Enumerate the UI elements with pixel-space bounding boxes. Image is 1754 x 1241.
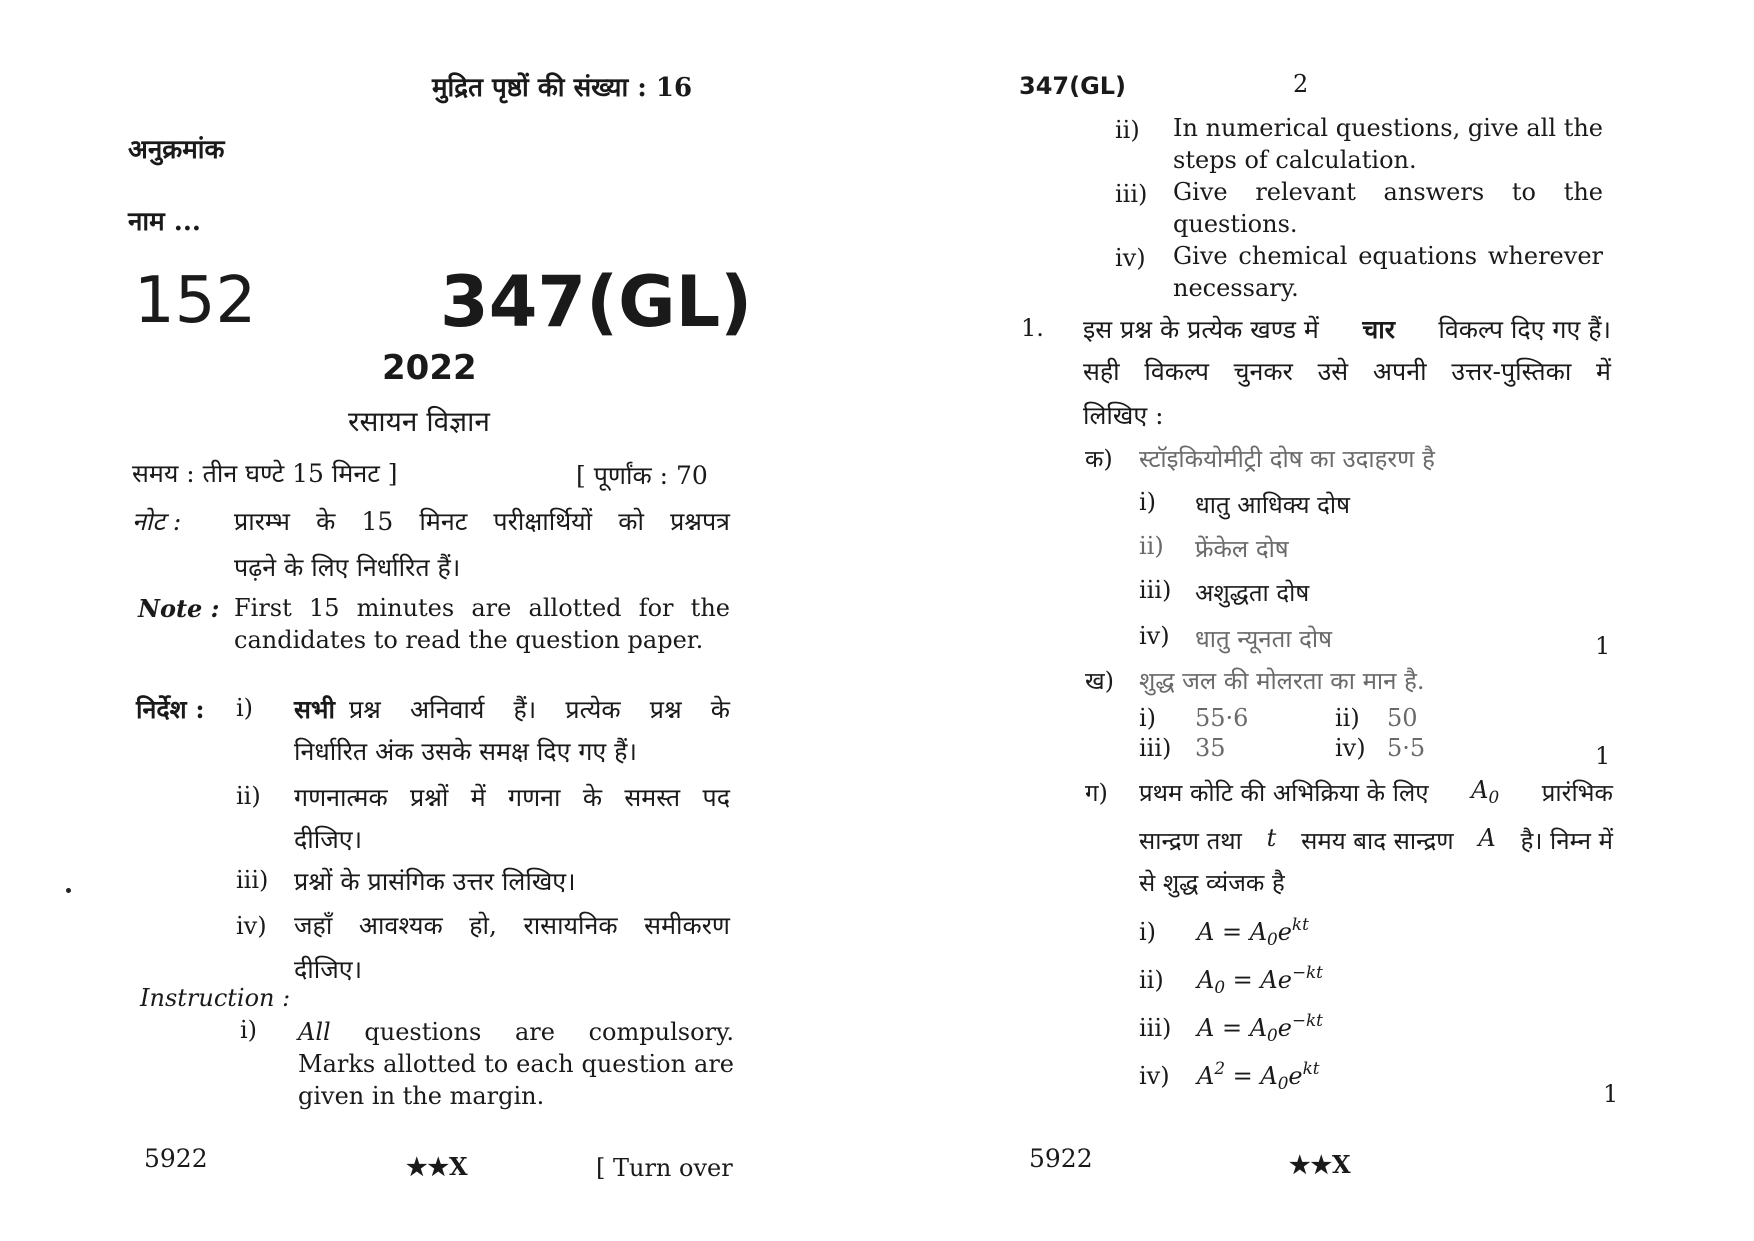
subject-title: रसायन विज्ञान	[348, 405, 490, 438]
left-page: मुद्रित पृष्ठों की संख्या : 16 अनुक्रमांक नाम ... 152 347(GL) 2022 रसायन विज्ञान समय : तीन घण्टे 15 मिनट ] [ पूर्णांक : 70 नोट : प्रारम्भ के 15 मिनट परीक्षार्थियों को प्रश्नपत्र पढ़ने के लिए निर्धारित हैं। Note : First 15 minutes are allotted for the candidates to read the question paper. निर्देश : i) सभी प्रश्न अनिवार्य हैं। प्रत्येक प्रश्न के निर्धारित अंक उसके समक्ष दिए गए हैं। ii) गणनात्मक प्रश्नों में गणना के समस्त पद दीजिए। iii) प्रश्नों के प्रासंगिक उत्तर लिखिए। iv) जहाँ आवश्यक हो, रासायनिक समीकरण दीजिए। Instruction : i) All questions are compulsory. Marks allotted to each question are given in the margin. 5922 ★★X [ Turn over	[0, 0, 877, 1241]
footer-code: 5922	[1029, 1144, 1093, 1173]
question-number: 1.	[1021, 314, 1044, 342]
speck-mark	[66, 888, 71, 893]
equation-option-4: $A^2 = A_0e^{kt}$	[1197, 1058, 1320, 1094]
part-ga-marks: 1	[1603, 1080, 1619, 1108]
part-kha-question: शुद्ध जल की मोलरता का मान है.	[1139, 667, 1425, 695]
hindi-note-label: नोट :	[132, 507, 182, 536]
exam-time: समय : तीन घण्टे 15 मिनट ]	[132, 459, 398, 488]
instruction-text: All questions are compulsory. Marks allotted to each question are given in the margin.	[298, 1018, 734, 1110]
part-ka-marks: 1	[1595, 632, 1611, 660]
turn-over: [ Turn over	[596, 1154, 733, 1182]
question-stem-line1: इस प्रश्न के प्रत्येक खण्ड में चार विकल्प दिए गए हैं।	[1083, 315, 1611, 344]
roll-number-label: अनुक्रमांक	[128, 135, 225, 165]
part-ga-line2: सान्द्रण तथा t समय बाद सान्द्रण A है। निम्न में	[1139, 824, 1613, 855]
page-number: 2	[1293, 70, 1309, 98]
footer-stars: ★★X	[1289, 1150, 1351, 1179]
right-page: 347(GL) 2 ii) In numerical questions, give all the steps of calculation. iii) Give relevant answers to the questions. iv) Give chemical equations wherever necessary. 1. इस प्रश्न के प्रत्येक खण्ड में चार विकल्प दिए गए हैं। सही विकल्प चुनकर उसे अपनी उत्तर-पुस्तिका में लिखिए : क) स्टॉइकियोमीट्री दोष का उदाहरण है i) धातु आधिक्य दोष ii) फ्रेंकेल दोष iii) अशुद्धता दोष iv) धातु न्यूनता दोष 1 ख) शुद्ध जल की मोलरता का मान है. i) 55·6 ii) 50 iii) 35 iv) 5·5 1 ग) प्रथम कोटि की अभिक्रिया के लिए $A_0$ प्रारंभिक सान्द्रण तथा t समय बाद सान्द्रण A है। निम्न में से शुद्ध व्यंजक है i) $A = A_0e^{kt}$ ii) $A_0 = Ae^{-kt}$ iii) $A = A_0e^{-kt}$ iv) $A^2 = A_0e^{kt}$ 1 5922 ★★X	[1019, 70, 1619, 1179]
part-ga-label: ग)	[1085, 779, 1108, 807]
instruction-num: i)	[240, 1016, 258, 1044]
english-note-label: Note :	[138, 594, 220, 623]
printed-pages: मुद्रित पृष्ठों की संख्या : 16	[432, 73, 693, 103]
equation-option-3: $A = A_0e^{-kt}$	[1197, 1010, 1323, 1046]
instruction-label: Instruction :	[140, 984, 291, 1012]
hindi-note-line1: प्रारम्भ के 15 मिनट परीक्षार्थियों को प्रश्नपत्र	[234, 507, 730, 536]
english-note-text: First 15 minutes are allotted for the candidates to read the question paper.	[234, 594, 730, 654]
directions-label: निर्देश :	[136, 695, 205, 724]
part-ga-line1: प्रथम कोटि की अभिक्रिया के लिए $A_0$ प्रारंभिक	[1139, 776, 1613, 808]
footer-stars: ★★X	[406, 1152, 468, 1181]
part-ka-label: क)	[1085, 445, 1113, 473]
symbol-t: t	[1266, 824, 1277, 852]
question-stem-line3: लिखिए :	[1083, 401, 1164, 430]
footer-code: 5922	[144, 1144, 208, 1173]
max-marks: [ पूर्णांक : 70	[576, 461, 708, 490]
part-ka-question: स्टॉइकियोमीट्री दोष का उदाहरण है	[1139, 445, 1435, 473]
symbol-a: A	[1478, 824, 1496, 852]
exam-year: 2022	[382, 348, 477, 388]
paper-number: 152	[134, 264, 257, 338]
equation-option-1: $A = A_0e^{kt}$	[1197, 914, 1309, 950]
symbol-a0: $A_0$	[1471, 776, 1500, 808]
question-stem-line2: सही विकल्प चुनकर उसे अपनी उत्तर-पुस्तिका में	[1083, 357, 1611, 386]
name-label: नाम ...	[128, 207, 201, 237]
part-ga-line3: से शुद्ध व्यंजक है	[1139, 869, 1285, 897]
hindi-note-line2: पढ़ने के लिए निर्धारित हैं।	[234, 553, 461, 582]
equation-option-2: $A_0 = Ae^{-kt}$	[1197, 962, 1323, 998]
part-kha-label: ख)	[1085, 667, 1114, 695]
header-paper-code: 347(GL)	[1019, 72, 1127, 100]
part-kha-marks: 1	[1595, 742, 1611, 770]
paper-code: 347(GL)	[440, 261, 753, 343]
